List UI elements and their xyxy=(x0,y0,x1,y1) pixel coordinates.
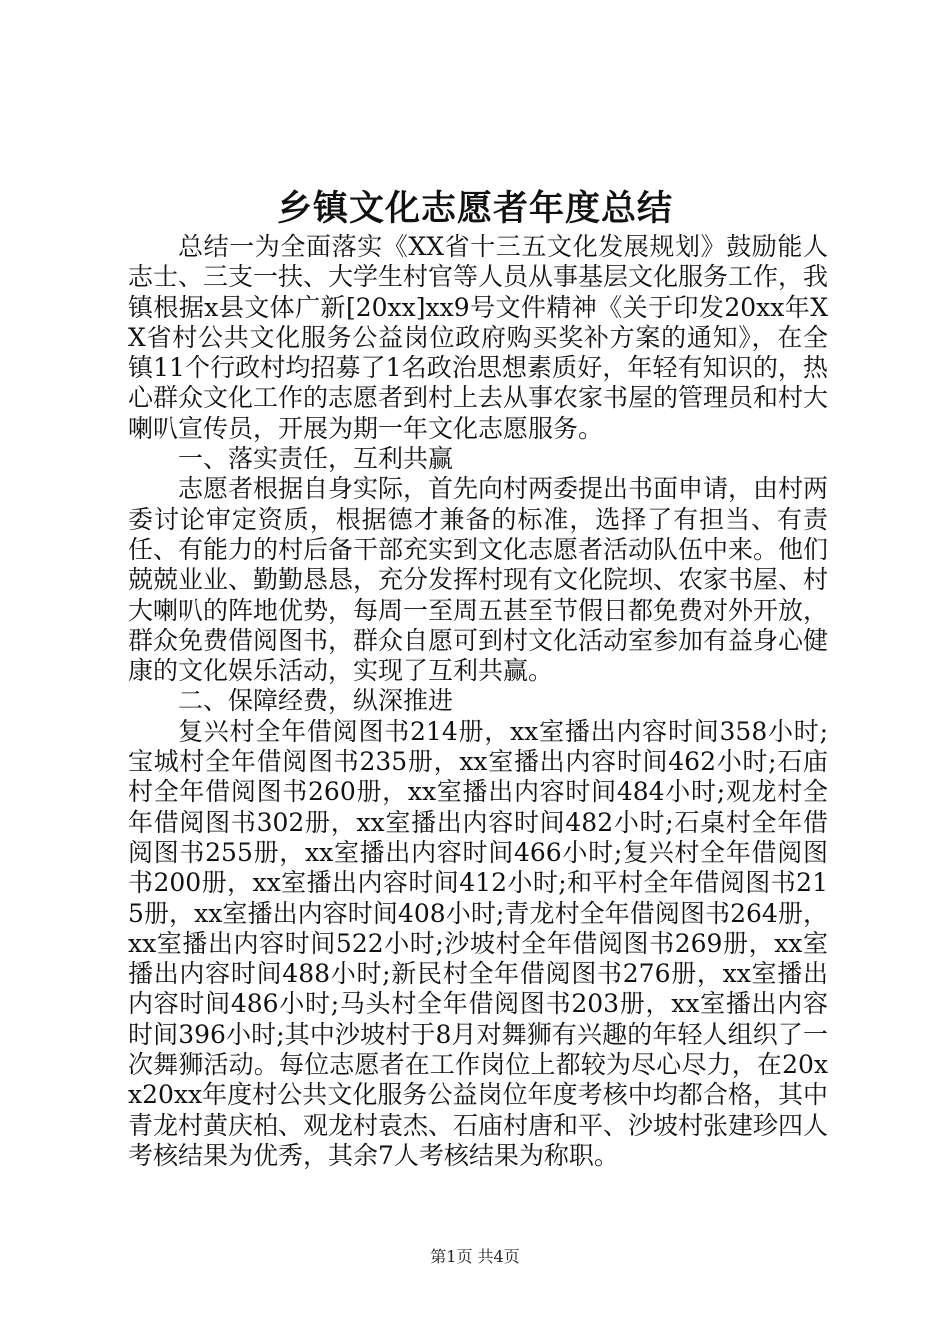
document-title: 乡镇文化志愿者年度总结 xyxy=(276,188,673,229)
section-1-paragraph: 志愿者根据自身实际，首先向村两委提出书面申请，由村两委讨论审定资质，根据德才兼备的标准，选择了有担当、有责任、有能力的村后备干部充实到文化志愿者活动队伍中来。他们兢兢业业、勤勤恳恳，充分发挥村现有文化院坝、农家书屋、村大喇叭的阵地优势，每周一至周五甚至节假日都免费对外开放，群众免费借阅图书，群众自愿可到村文化活动室参加有益身心健康的文化娱乐活动，实现了互利共赢。 xyxy=(128,474,829,686)
section-heading-1: 一、落实责任，互利共赢 xyxy=(178,444,454,474)
page-number-footer: 第1页 共4页 xyxy=(430,1247,520,1266)
intro-paragraph: 总结一为全面落实《XX省十三五文化发展规划》鼓励能人志士、三支一扶、大学生村官等人员从事基层文化服务工作，我镇根据x县文体广新[20xx]xx9号文件精神《关于印发20xx年XX省村公共文化服务公益岗位政府购买奖补方案的通知》，在全镇11个行政村均招募了1名政治思想素质好，年轻有知识的，热心群众文化工作的志愿者到村上去从事农家书屋的管理员和村大喇叭宣传员，开展为期一年文化志愿服务。 xyxy=(128,232,829,443)
section-2-paragraph: 复兴村全年借阅图书214册，xx室播出内容时间358小时;宝城村全年借阅图书235册，xx室播出内容时间462小时;石庙村全年借阅图书260册，xx室播出内容时间484小时;观龙村全年借阅图书302册，xx室播出内容时间482小时;石桌村全年借阅图书255册，xx室播出内容时间466小时;复兴村全年借阅图书200册，xx室播出内容时间412小时;和平村全年借阅图书215册，xx室播出内容时间408小时;青龙村全年借阅图书264册，xx室播出内容时间522小时;沙坡村全年借阅图书269册，xx室播出内容时间488小时;新民村全年借阅图书276册，xx室播出内容时间486小时;马头村全年借阅图书203册，xx室播出内容时间396小时;其中沙坡村于8月对舞狮有兴趣的年轻人组织了一次舞狮活动。每位志愿者在工作岗位上都较为尽心尽力，在20xx20xx年度村公共文化服务公益岗位年度考核中均都合格，其中青龙村黄庆柏、观龙村袁杰、石庙村唐和平、沙坡村张建珍四人考核结果为优秀，其余7人考核结果为称职。 xyxy=(128,716,829,1170)
document-body xyxy=(128,232,828,1171)
section-heading-2: 二、保障经费，纵深推进 xyxy=(178,686,454,716)
